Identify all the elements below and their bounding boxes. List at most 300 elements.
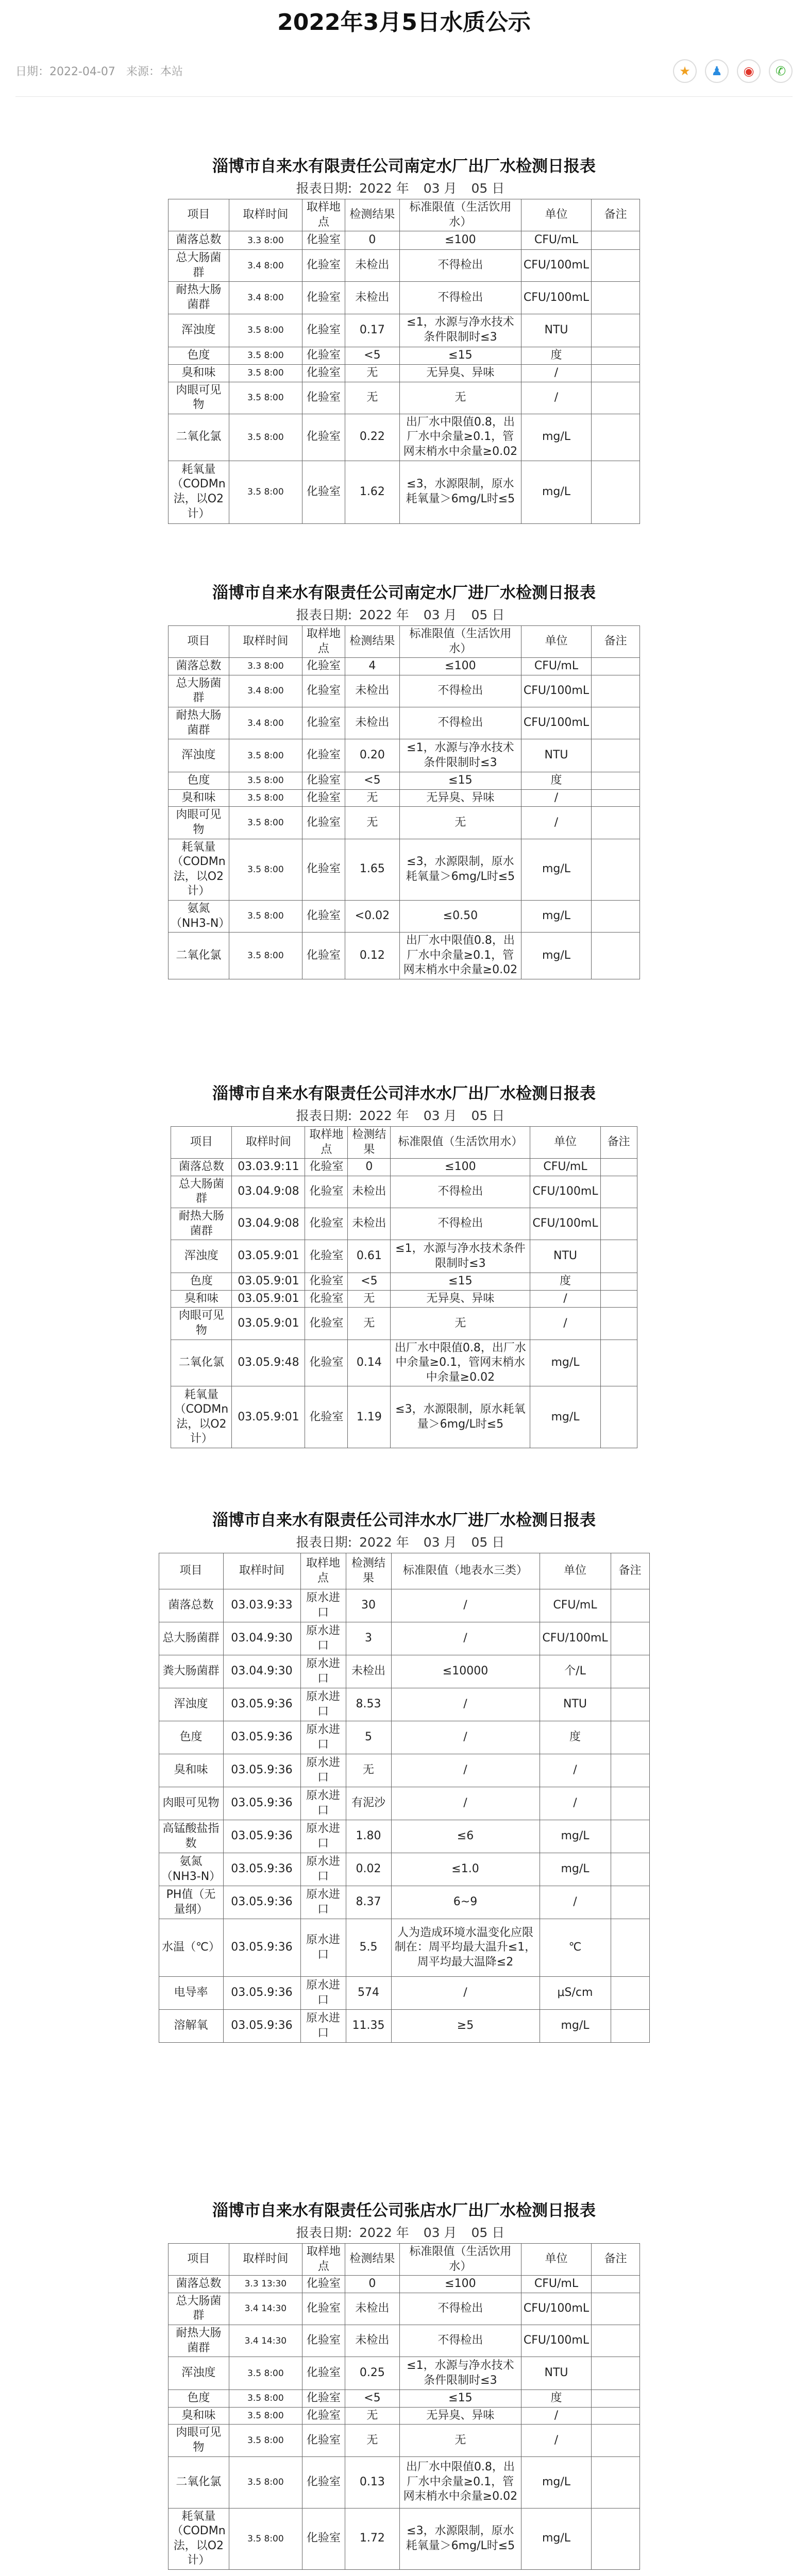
table-cell: 3.5 8:00: [229, 772, 302, 790]
table-row: [168, 282, 639, 314]
report-table: [168, 199, 640, 524]
table-cell: 原水进口: [300, 1622, 346, 1655]
table-cell: 电导率: [159, 1977, 223, 2010]
table-row: [168, 772, 639, 790]
table-cell: [592, 461, 640, 523]
table-row: [168, 461, 639, 523]
share-bar: [673, 59, 793, 83]
table-cell: 03.05.9:01: [232, 1273, 305, 1291]
table-cell: ≤3，水源限制，原水耗氧量＞6mg/L时≤5: [399, 461, 521, 523]
table-cell: /: [391, 1589, 540, 1622]
table-cell: 总大肠菌群: [171, 1176, 232, 1208]
column-header: 取样时间: [232, 1127, 305, 1159]
star-icon[interactable]: ★: [673, 59, 697, 83]
column-header: 备注: [592, 199, 640, 231]
table-cell: ≤1，水源与净水技术条件限制时≤3: [399, 314, 521, 347]
table-cell: 原水进口: [300, 1886, 346, 1919]
table-cell: 未检出: [345, 2325, 399, 2357]
table-cell: [592, 675, 640, 707]
table-cell: 总大肠菌群: [168, 675, 229, 707]
table-cell: 耐热大肠菌群: [168, 282, 229, 314]
table-cell: mg/L: [521, 2508, 591, 2569]
table-cell: [611, 1787, 649, 1820]
table-cell: [592, 2325, 640, 2357]
table-cell: 无异臭、异味: [399, 2407, 521, 2425]
table-row: [159, 1919, 649, 1977]
table-cell: /: [521, 2407, 591, 2425]
table-cell: /: [391, 1688, 540, 1721]
table-cell: 原水进口: [300, 1721, 346, 1754]
table-cell: 3.5 8:00: [229, 364, 302, 382]
table-cell: 03.05.9:36: [223, 1919, 300, 1977]
table-cell: 肉眼可见物: [159, 1787, 223, 1820]
table-cell: [592, 347, 640, 364]
table-cell: 色度: [159, 1721, 223, 1754]
report-date: [0, 605, 808, 625]
table-cell: 1.19: [348, 1386, 391, 1448]
table-row: [159, 1622, 649, 1655]
table-cell: CFU/100mL: [530, 1176, 600, 1208]
table-cell: [592, 282, 640, 314]
table-cell: 化验室: [302, 933, 345, 979]
column-header: 标准限值（生活饮用水）: [399, 626, 521, 658]
table-row: [159, 1589, 649, 1622]
report-title: 淄博市自来水有限责任公司沣水水厂进厂水检测日报表: [212, 1511, 596, 1530]
column-header: 项目: [168, 626, 229, 658]
table-cell: 无: [345, 2425, 399, 2456]
table-cell: 二氧化氯: [168, 933, 229, 979]
table-cell: 化验室: [305, 1159, 348, 1176]
column-header: 单位: [530, 1127, 600, 1159]
table-cell: 03.05.9:36: [223, 1754, 300, 1787]
table-cell: 原水进口: [300, 2010, 346, 2043]
table-cell: 耐热大肠菌群: [168, 707, 229, 739]
table-cell: 浑浊度: [168, 739, 229, 772]
report-date-year: 2022 年: [359, 1535, 409, 1550]
table-cell: [600, 1386, 637, 1448]
table-cell: /: [521, 789, 591, 807]
table-cell: 无: [345, 807, 399, 839]
table-cell: 度: [540, 1721, 611, 1754]
column-header: 备注: [600, 1127, 637, 1159]
report-date-day: 05 日: [471, 2225, 505, 2240]
report-date-label: 报表日期:: [296, 1108, 352, 1123]
table-cell: 未检出: [346, 1655, 391, 1688]
table-cell: 化验室: [305, 1208, 348, 1240]
table-cell: CFU/mL: [521, 231, 591, 250]
table-cell: [592, 839, 640, 900]
table-row: [168, 414, 639, 461]
table-cell: 03.03.9:11: [232, 1159, 305, 1176]
table-cell: [592, 2276, 640, 2293]
table-cell: 0.14: [348, 1340, 391, 1386]
table-row: [168, 364, 639, 382]
table-cell: 0.12: [345, 933, 399, 979]
table-row: [168, 347, 639, 364]
table-cell: 0.25: [345, 2357, 399, 2390]
table-cell: 0.02: [346, 1853, 391, 1886]
table-cell: 粪大肠菌群: [159, 1655, 223, 1688]
table-cell: 臭和味: [171, 1290, 232, 1308]
table-cell: 3.5 8:00: [229, 839, 302, 900]
table-cell: 化验室: [302, 347, 345, 364]
table-cell: [611, 1853, 649, 1886]
table-cell: 0.13: [345, 2456, 399, 2508]
table-row: [159, 1977, 649, 2010]
table-header-row: [171, 1127, 637, 1159]
table-cell: 3.5 8:00: [229, 461, 302, 523]
table-cell: 0.61: [348, 1240, 391, 1273]
table-cell: [592, 2508, 640, 2569]
table-cell: /: [391, 1721, 540, 1754]
column-header: 取样地点: [302, 2244, 345, 2276]
table-cell: 无: [345, 382, 399, 414]
table-row: [159, 1688, 649, 1721]
table-cell: 耗氧量（CODMn法，以O2计）: [171, 1386, 232, 1448]
report-date-day: 05 日: [471, 1535, 505, 1550]
table-cell: 化验室: [302, 282, 345, 314]
table-cell: CFU/100mL: [521, 2293, 591, 2325]
table-cell: 0.22: [345, 414, 399, 461]
publish-date: 日期：2022-04-07: [15, 65, 115, 78]
table-cell: 3.3 8:00: [229, 231, 302, 250]
table-cell: 03.05.9:48: [232, 1340, 305, 1386]
table-cell: 3.5 8:00: [229, 933, 302, 979]
report-date: [0, 2223, 808, 2243]
table-cell: 化验室: [302, 414, 345, 461]
table-cell: 3.5 8:00: [229, 2456, 302, 2508]
report-date: [0, 1106, 808, 1126]
table-cell: 菌落总数: [168, 658, 229, 675]
table-cell: 化验室: [305, 1273, 348, 1291]
table-row: [168, 382, 639, 414]
table-cell: /: [521, 807, 591, 839]
table-cell: 8.53: [346, 1688, 391, 1721]
report-date-day: 05 日: [471, 607, 505, 622]
report-date-month: 03 月: [423, 2225, 457, 2240]
table-row: [168, 2425, 639, 2456]
table-cell: 无异臭、异味: [391, 1290, 530, 1308]
table-cell: 1.80: [346, 1820, 391, 1853]
table-cell: 未检出: [345, 707, 399, 739]
table-cell: 03.04.9:30: [223, 1622, 300, 1655]
table-cell: [611, 1622, 649, 1655]
table-cell: [592, 772, 640, 790]
table-cell: [600, 1273, 637, 1291]
table-cell: mg/L: [521, 900, 591, 932]
table-cell: 03.05.9:01: [232, 1308, 305, 1340]
table-row: [159, 1721, 649, 1754]
column-header: 标准限值（生活饮用水）: [399, 2244, 521, 2276]
article-meta: [15, 63, 190, 79]
table-cell: 肉眼可见物: [168, 382, 229, 414]
table-cell: /: [521, 2425, 591, 2456]
table-cell: mg/L: [530, 1386, 600, 1448]
column-header: 取样地点: [305, 1127, 348, 1159]
report-date-year: 2022 年: [359, 1108, 409, 1123]
table-cell: 人为造成环境水温变化应限制在：周平均最大温升≤1，周平均最大温降≤2: [391, 1919, 540, 1977]
table-cell: 03.05.9:36: [223, 1721, 300, 1754]
table-cell: 原水进口: [300, 1754, 346, 1787]
table-cell: 二氧化氯: [168, 2456, 229, 2508]
table-cell: 化验室: [302, 231, 345, 250]
table-cell: 03.05.9:01: [232, 1386, 305, 1448]
column-header: 取样时间: [223, 1553, 300, 1589]
qq-icon[interactable]: ♟: [705, 59, 729, 83]
table-row: [171, 1340, 637, 1386]
table-cell: CFU/100mL: [521, 675, 591, 707]
table-cell: /: [391, 1787, 540, 1820]
table-row: [168, 314, 639, 347]
table-row: [168, 2390, 639, 2408]
table-cell: 色度: [171, 1273, 232, 1291]
table-cell: 3.5 8:00: [229, 789, 302, 807]
table-cell: 无: [345, 2407, 399, 2425]
table-header-row: [168, 199, 639, 231]
report-date-month: 03 月: [423, 1535, 457, 1550]
table-row: [168, 2456, 639, 2508]
table-row: [159, 1820, 649, 1853]
table-cell: 3.5 8:00: [229, 414, 302, 461]
column-header: 项目: [159, 1553, 223, 1589]
report-date-day: 05 日: [471, 181, 505, 196]
table-row: [168, 2293, 639, 2325]
table-cell: 化验室: [305, 1240, 348, 1273]
report-title: 淄博市自来水有限责任公司南定水厂出厂水检测日报表: [212, 157, 596, 176]
table-cell: 6~9: [391, 1886, 540, 1919]
report-date-label: 报表日期:: [296, 2225, 352, 2240]
column-header: 取样时间: [229, 199, 302, 231]
table-row: [168, 658, 639, 675]
table-cell: 原水进口: [300, 1655, 346, 1688]
table-cell: 无异臭、异味: [399, 364, 521, 382]
table-row: [168, 231, 639, 250]
table-row: [159, 1655, 649, 1688]
table-cell: ≤3，水源限制，原水耗氧量＞6mg/L时≤5: [391, 1386, 530, 1448]
table-cell: ≤15: [391, 1273, 530, 1291]
table-cell: 化验室: [302, 2293, 345, 2325]
table-cell: /: [530, 1308, 600, 1340]
report-date-year: 2022 年: [359, 181, 409, 196]
table-cell: 度: [521, 2390, 591, 2408]
table-cell: [592, 933, 640, 979]
table-cell: [600, 1290, 637, 1308]
report-section: [0, 1509, 808, 2043]
table-cell: 未检出: [345, 675, 399, 707]
table-cell: 不得检出: [399, 250, 521, 282]
table-cell: 无: [399, 382, 521, 414]
table-cell: 菌落总数: [171, 1159, 232, 1176]
table-row: [159, 1886, 649, 1919]
column-header: 取样地点: [302, 626, 345, 658]
table-cell: 高锰酸盐指数: [159, 1820, 223, 1853]
table-cell: 8.37: [346, 1886, 391, 1919]
table-cell: 不得检出: [399, 282, 521, 314]
table-cell: CFU/100mL: [521, 707, 591, 739]
table-cell: [600, 1159, 637, 1176]
table-cell: 肉眼可见物: [171, 1308, 232, 1340]
report-section: [0, 581, 808, 979]
table-cell: CFU/100mL: [521, 282, 591, 314]
column-header: 取样时间: [229, 2244, 302, 2276]
table-cell: 3.5 8:00: [229, 382, 302, 414]
table-cell: 无: [345, 364, 399, 382]
table-cell: 化验室: [302, 675, 345, 707]
table-cell: ≤10000: [391, 1655, 540, 1688]
table-cell: [592, 807, 640, 839]
table-cell: 臭和味: [159, 1754, 223, 1787]
table-cell: 03.05.9:01: [232, 1240, 305, 1273]
table-cell: 化验室: [302, 789, 345, 807]
table-cell: 氨氮（NH3-N）: [168, 900, 229, 932]
table-cell: ≤0.50: [399, 900, 521, 932]
table-cell: 臭和味: [168, 789, 229, 807]
report-table: [168, 625, 640, 979]
column-header: 检测结果: [346, 1553, 391, 1589]
table-row: [168, 807, 639, 839]
table-cell: 0: [348, 1159, 391, 1176]
table-cell: 3.5 8:00: [229, 347, 302, 364]
table-cell: [611, 1820, 649, 1853]
table-cell: 03.05.9:36: [223, 1820, 300, 1853]
table-cell: 浑浊度: [171, 1240, 232, 1273]
table-cell: 不得检出: [399, 675, 521, 707]
table-cell: [611, 1589, 649, 1622]
weibo-icon[interactable]: ◉: [737, 59, 761, 83]
table-row: [171, 1240, 637, 1273]
table-cell: NTU: [521, 314, 591, 347]
table-cell: 无: [391, 1308, 530, 1340]
report-title: 淄博市自来水有限责任公司南定水厂进厂水检测日报表: [212, 584, 596, 602]
table-cell: 无: [348, 1290, 391, 1308]
table-cell: 不得检出: [399, 2325, 521, 2357]
table-cell: 度: [521, 772, 591, 790]
table-cell: 5: [346, 1721, 391, 1754]
table-cell: 3.4 8:00: [229, 250, 302, 282]
table-cell: 03.04.9:08: [232, 1176, 305, 1208]
table-cell: 03.05.9:36: [223, 1886, 300, 1919]
table-cell: 无: [348, 1308, 391, 1340]
table-cell: 化验室: [302, 2425, 345, 2456]
table-cell: [592, 707, 640, 739]
table-cell: 溶解氧: [159, 2010, 223, 2043]
table-cell: CFU/100mL: [530, 1208, 600, 1240]
table-cell: 总大肠菌群: [159, 1622, 223, 1655]
table-cell: CFU/mL: [521, 658, 591, 675]
table-cell: 原水进口: [300, 1977, 346, 2010]
table-cell: [592, 2425, 640, 2456]
report-date: [0, 1532, 808, 1553]
table-cell: NTU: [521, 739, 591, 772]
source-label: 来源：本站: [126, 65, 183, 78]
table-cell: 574: [346, 1977, 391, 2010]
table-cell: [600, 1340, 637, 1386]
table-cell: 耐热大肠菌群: [171, 1208, 232, 1240]
report-date: [0, 178, 808, 199]
report-table: [159, 1553, 650, 2043]
table-cell: [600, 1240, 637, 1273]
table-cell: 肉眼可见物: [168, 807, 229, 839]
table-cell: 氨氮（NH3-N）: [159, 1853, 223, 1886]
table-cell: /: [391, 1622, 540, 1655]
table-cell: ≤3，水源限制，原水耗氧量＞6mg/L时≤5: [399, 2508, 521, 2569]
table-cell: 化验室: [302, 2456, 345, 2508]
table-cell: ≤1.0: [391, 1853, 540, 1886]
table-cell: CFU/100mL: [521, 250, 591, 282]
table-cell: 3.5 8:00: [229, 314, 302, 347]
table-cell: 无: [346, 1754, 391, 1787]
table-cell: 菌落总数: [168, 231, 229, 250]
meta-row: [15, 45, 793, 97]
table-cell: /: [521, 382, 591, 414]
table-cell: 菌落总数: [168, 2276, 229, 2293]
table-cell: ≤3，水源限制，原水耗氧量＞6mg/L时≤5: [399, 839, 521, 900]
table-cell: 二氧化氯: [168, 414, 229, 461]
table-cell: 出厂水中限值0.8，出厂水中余量≥0.1，管网末梢水中余量≥0.02: [399, 2456, 521, 2508]
column-header: 备注: [592, 2244, 640, 2276]
report-date-year: 2022 年: [359, 607, 409, 622]
table-cell: NTU: [521, 2357, 591, 2390]
table-cell: PH值（无量纲）: [159, 1886, 223, 1919]
table-cell: 3.5 8:00: [229, 2425, 302, 2456]
table-cell: 水温（℃）: [159, 1919, 223, 1977]
table-cell: 3.3 13:30: [229, 2276, 302, 2293]
table-cell: 原水进口: [300, 1787, 346, 1820]
wechat-icon[interactable]: ✆: [769, 59, 793, 83]
table-cell: 不得检出: [399, 2293, 521, 2325]
table-cell: 化验室: [302, 461, 345, 523]
table-cell: 耗氧量（CODMn法，以O2计）: [168, 2508, 229, 2569]
table-cell: ≤1，水源与净水技术条件限制时≤3: [399, 2357, 521, 2390]
table-cell: <5: [348, 1273, 391, 1291]
table-cell: 03.05.9:36: [223, 1787, 300, 1820]
report-title: 淄博市自来水有限责任公司张店水厂出厂水检测日报表: [212, 2201, 596, 2220]
table-cell: ≤1，水源与净水技术条件限制时≤3: [391, 1240, 530, 1273]
table-cell: 4: [345, 658, 399, 675]
table-cell: CFU/mL: [530, 1159, 600, 1176]
table-cell: 色度: [168, 347, 229, 364]
table-cell: ≤100: [399, 658, 521, 675]
table-cell: 未检出: [348, 1176, 391, 1208]
report-table: [168, 2243, 640, 2570]
table-cell: 化验室: [302, 2407, 345, 2425]
table-cell: [611, 1721, 649, 1754]
table-cell: 化验室: [302, 772, 345, 790]
table-row: [168, 2508, 639, 2569]
column-header: 标准限值（地表水三类）: [391, 1553, 540, 1589]
table-cell: 化验室: [302, 2508, 345, 2569]
table-cell: 化验室: [302, 314, 345, 347]
report-date-day: 05 日: [471, 1108, 505, 1123]
table-cell: [611, 1655, 649, 1688]
table-cell: 11.35: [346, 2010, 391, 2043]
table-cell: 总大肠菌群: [168, 2293, 229, 2325]
table-cell: 3.4 8:00: [229, 707, 302, 739]
table-cell: /: [540, 1787, 611, 1820]
table-cell: CFU/100mL: [540, 1622, 611, 1655]
table-cell: 化验室: [302, 2276, 345, 2293]
table-cell: NTU: [540, 1688, 611, 1721]
table-cell: 化验室: [305, 1308, 348, 1340]
table-cell: 耐热大肠菌群: [168, 2325, 229, 2357]
table-cell: 浑浊度: [168, 2357, 229, 2390]
report-date-month: 03 月: [423, 181, 457, 196]
table-cell: ≤15: [399, 772, 521, 790]
table-cell: 未检出: [345, 250, 399, 282]
report-date-label: 报表日期:: [296, 607, 352, 622]
table-cell: 3.5 8:00: [229, 2508, 302, 2569]
table-cell: [592, 314, 640, 347]
